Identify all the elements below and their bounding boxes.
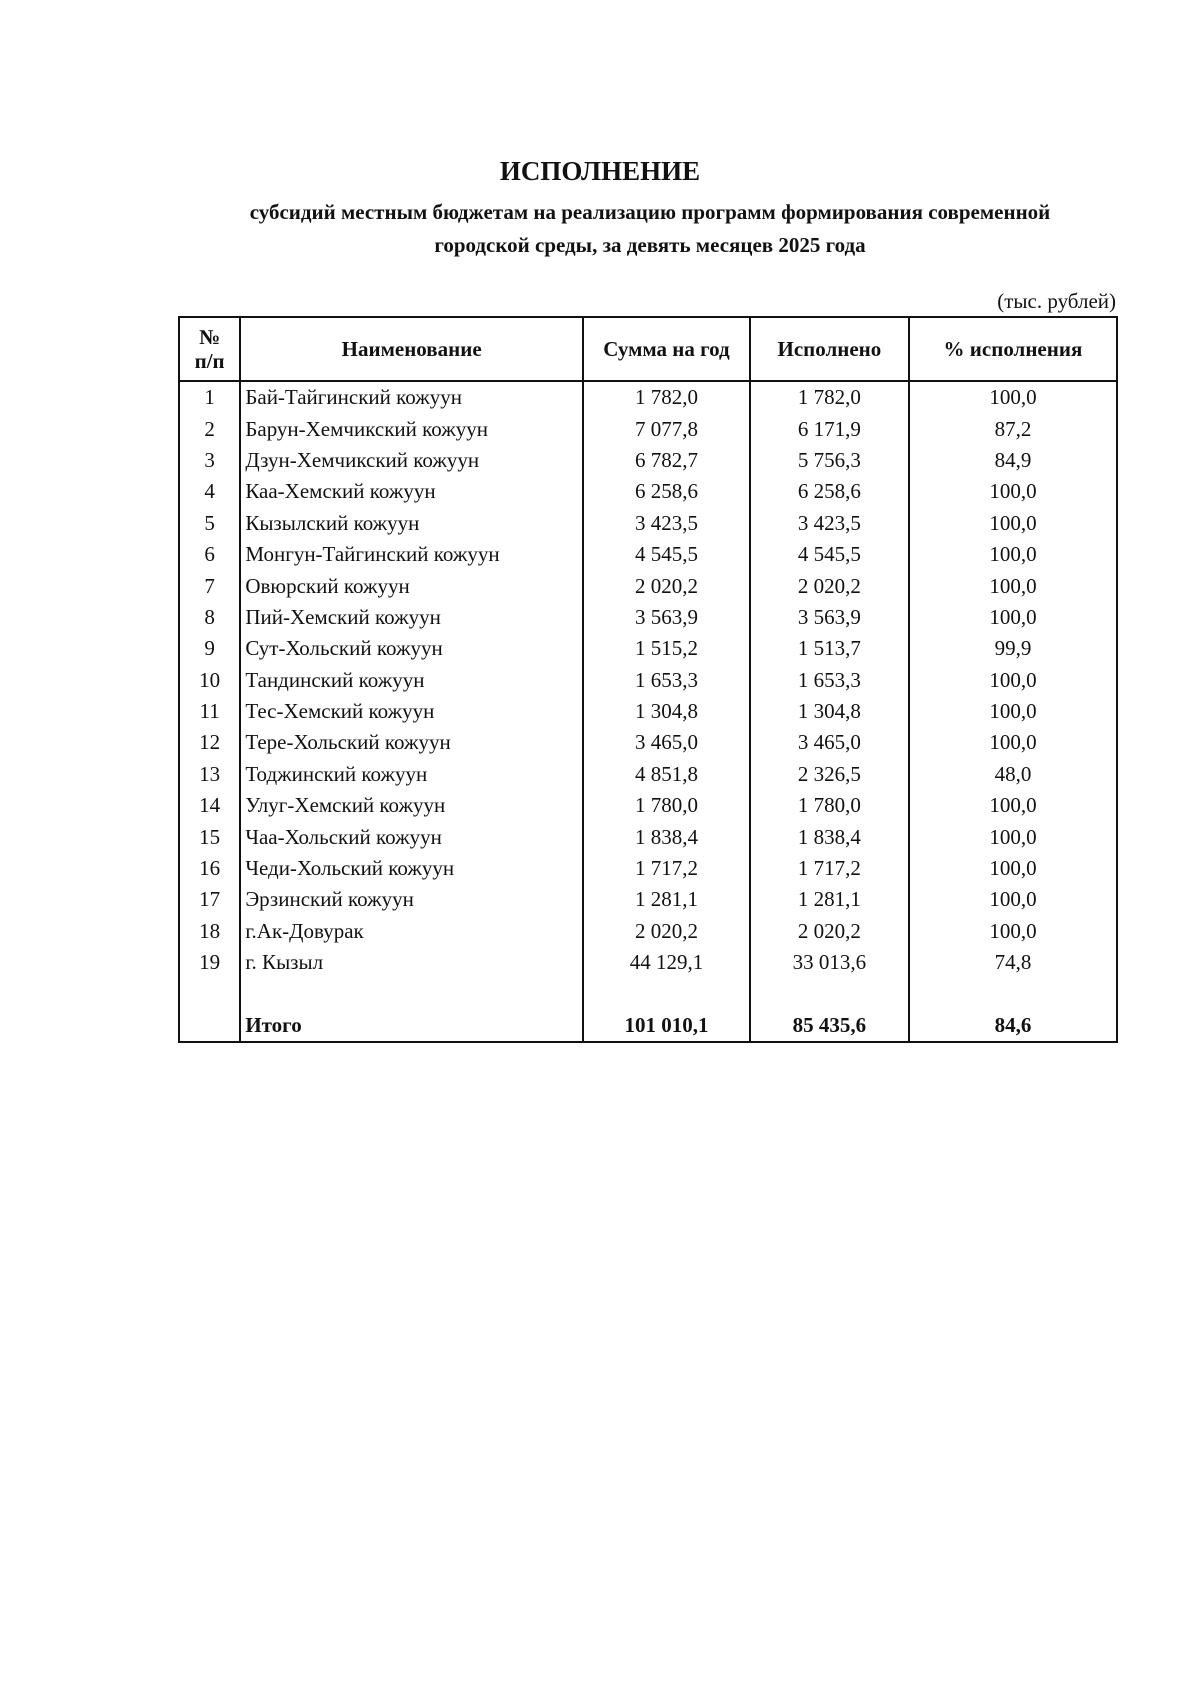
row-number: 6 [179,539,240,570]
table-row [179,947,1117,978]
table-row [179,821,1117,852]
row-name: Тес-Хемский кожуун [240,696,583,727]
row-percent: 100,0 [909,476,1117,507]
row-percent: 87,2 [909,413,1117,444]
spacer-cell [179,978,240,1009]
row-done: 1 838,4 [750,821,909,852]
row-percent: 100,0 [909,696,1117,727]
row-done: 4 545,5 [750,539,909,570]
row-sum: 6 258,6 [583,476,750,507]
row-number: 2 [179,413,240,444]
row-percent: 100,0 [909,884,1117,915]
table-row [179,633,1117,664]
row-sum: 1 782,0 [583,381,750,413]
row-number: 1 [179,381,240,413]
table-row [179,727,1117,758]
row-name: Кызылский кожуун [240,508,583,539]
row-percent: 48,0 [909,759,1117,790]
row-sum: 1 304,8 [583,696,750,727]
row-name: Улуг-Хемский кожуун [240,790,583,821]
row-sum: 2 020,2 [583,570,750,601]
row-number: 3 [179,445,240,476]
header-row [179,317,1117,381]
table-row [179,539,1117,570]
row-done: 1 782,0 [750,381,909,413]
row-done: 3 423,5 [750,508,909,539]
total-percent: 84,6 [909,1010,1117,1042]
row-name: Тоджинский кожуун [240,759,583,790]
row-done: 6 171,9 [750,413,909,444]
row-number: 10 [179,665,240,696]
table-row [179,759,1117,790]
row-number: 16 [179,853,240,884]
row-percent: 100,0 [909,821,1117,852]
row-number: 8 [179,602,240,633]
table-row [179,696,1117,727]
row-name: Овюрский кожуун [240,570,583,601]
row-sum: 1 717,2 [583,853,750,884]
total-sum: 101 010,1 [583,1010,750,1042]
row-sum: 4 851,8 [583,759,750,790]
row-name: Пий-Хемский кожуун [240,602,583,633]
row-name: Тандинский кожуун [240,665,583,696]
row-done: 1 513,7 [750,633,909,664]
row-done: 1 281,1 [750,884,909,915]
header-sum: Сумма на год [583,317,750,381]
row-sum: 2 020,2 [583,916,750,947]
row-number: 7 [179,570,240,601]
total-label: Итого [240,1010,583,1042]
row-percent: 100,0 [909,790,1117,821]
row-percent: 99,9 [909,633,1117,664]
table-row [179,413,1117,444]
row-percent: 100,0 [909,853,1117,884]
row-sum: 1 838,4 [583,821,750,852]
row-name: Чеди-Хольский кожуун [240,853,583,884]
row-sum: 1 281,1 [583,884,750,915]
row-done: 2 020,2 [750,570,909,601]
table-row [179,445,1117,476]
row-percent: 100,0 [909,665,1117,696]
total-row [179,1010,1117,1042]
table-body [179,381,1117,978]
row-done: 5 756,3 [750,445,909,476]
row-sum: 44 129,1 [583,947,750,978]
table-row [179,602,1117,633]
spacer-cell [909,978,1117,1009]
subtitle-line-1: субсидий местным бюджетам на реализацию программ формирования современной [249,200,1051,224]
row-percent: 84,9 [909,445,1117,476]
row-sum: 4 545,5 [583,539,750,570]
total-number-cell [179,1010,240,1042]
row-name: Каа-Хемский кожуун [240,476,583,507]
table-row [179,884,1117,915]
row-name: Чаа-Хольский кожуун [240,821,583,852]
row-name: г.Ак-Довурак [240,916,583,947]
row-percent: 100,0 [909,727,1117,758]
row-sum: 1 653,3 [583,665,750,696]
header-name: Наименование [240,317,583,381]
row-number: 17 [179,884,240,915]
row-done: 1 653,3 [750,665,909,696]
row-done: 3 563,9 [750,602,909,633]
row-number: 11 [179,696,240,727]
row-percent: 74,8 [909,947,1117,978]
header-done: Исполнено [750,317,909,381]
spacer-row [179,978,1117,1009]
row-name: Эрзинский кожуун [240,884,583,915]
table-footer [179,978,1117,1042]
header-number-symbol: № [199,325,221,349]
row-name: Тере-Хольский кожуун [240,727,583,758]
row-number: 12 [179,727,240,758]
header-percent: % исполнения [909,317,1117,381]
table-row [179,570,1117,601]
row-done: 33 013,6 [750,947,909,978]
row-number: 18 [179,916,240,947]
row-number: 15 [179,821,240,852]
document-subtitle [180,196,1120,262]
row-name: г. Кызыл [240,947,583,978]
row-number: 4 [179,476,240,507]
row-name: Барун-Хемчикский кожуун [240,413,583,444]
execution-table [178,316,1118,1043]
spacer-cell [750,978,909,1009]
row-done: 1 717,2 [750,853,909,884]
document-title: ИСПОЛНЕНИЕ [499,156,701,186]
table-row [179,508,1117,539]
row-number: 13 [179,759,240,790]
row-sum: 3 423,5 [583,508,750,539]
row-percent: 100,0 [909,381,1117,413]
row-percent: 100,0 [909,570,1117,601]
table-row [179,665,1117,696]
subtitle-line-2: городской среды, за девять месяцев 2025 года [434,233,866,257]
spacer-cell [240,978,583,1009]
row-sum: 7 077,8 [583,413,750,444]
row-sum: 3 465,0 [583,727,750,758]
row-percent: 100,0 [909,539,1117,570]
table-row [179,381,1117,413]
row-number: 9 [179,633,240,664]
row-done: 2 326,5 [750,759,909,790]
header-number [179,317,240,381]
table-row [179,476,1117,507]
table-row [179,916,1117,947]
row-number: 5 [179,508,240,539]
row-name: Сут-Хольский кожуун [240,633,583,664]
units-note: (тыс. рублей) [997,289,1116,313]
row-done: 2 020,2 [750,916,909,947]
row-sum: 1 780,0 [583,790,750,821]
row-sum: 1 515,2 [583,633,750,664]
row-sum: 6 782,7 [583,445,750,476]
row-number: 14 [179,790,240,821]
spacer-cell [583,978,750,1009]
table-row [179,790,1117,821]
row-sum: 3 563,9 [583,602,750,633]
row-percent: 100,0 [909,508,1117,539]
row-name: Дзун-Хемчикский кожуун [240,445,583,476]
table-header [179,317,1117,381]
row-number: 19 [179,947,240,978]
row-done: 6 258,6 [750,476,909,507]
row-done: 3 465,0 [750,727,909,758]
row-done: 1 304,8 [750,696,909,727]
row-name: Бай-Тайгинский кожуун [240,381,583,413]
total-done: 85 435,6 [750,1010,909,1042]
table-row [179,853,1117,884]
row-name: Монгун-Тайгинский кожуун [240,539,583,570]
header-number-abbr: п/п [194,349,225,373]
row-percent: 100,0 [909,916,1117,947]
row-done: 1 780,0 [750,790,909,821]
row-percent: 100,0 [909,602,1117,633]
